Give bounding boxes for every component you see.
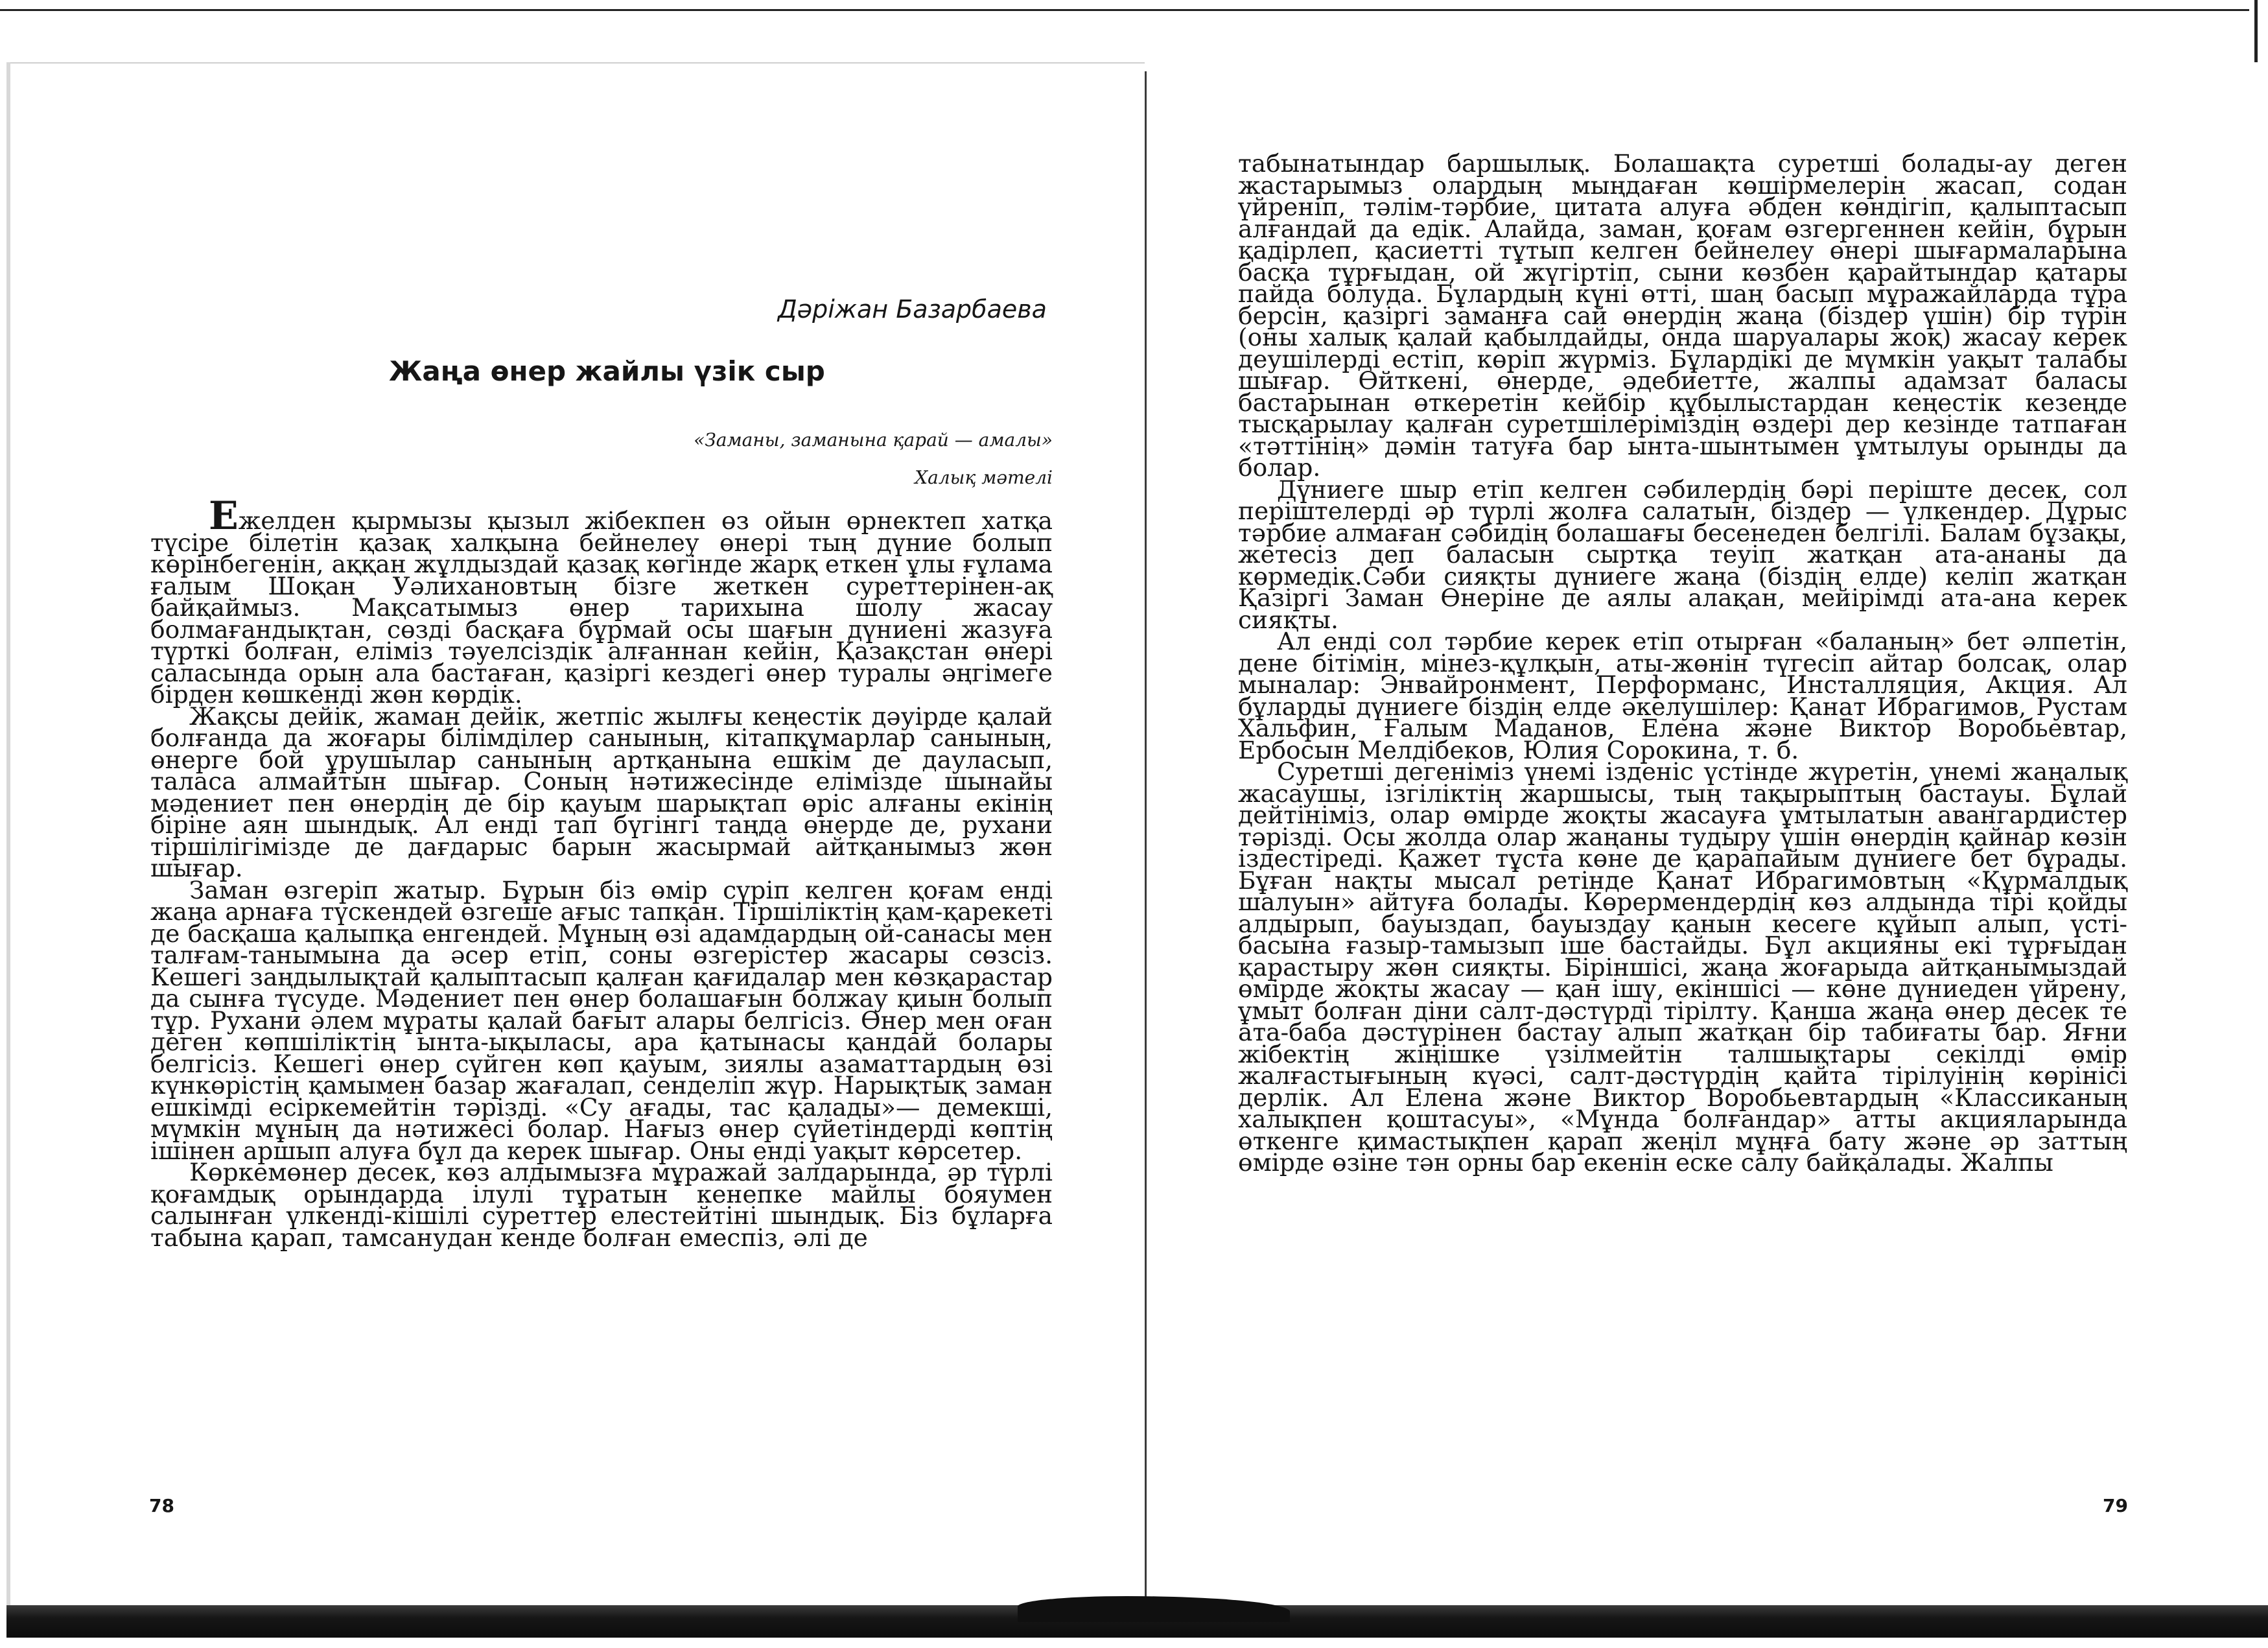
left-page-text xyxy=(150,493,1053,1252)
paragraph: Көркемөнер десек, көз алдымызға мұражай залдарында, әр түрлі қоғамдық орындарда ілулі тұратын кенепке майлы бояумен салынған үлкенді-кішілі суреттер елестейтіні шындық. Біз бұларға табына қарап, тамсанудан кенде болған емеспіз, әлі де xyxy=(150,1158,1053,1252)
paragraph: Жақсы дейік, жаман дейік, жетпіс жылғы кеңестік дәуірде қалай болғанда да жоғары білімділер санының, кітапқұмарлар санының, өнерге бой ұрушылар санының артқанына ешкім де дауласып, таласа алмайтын шығар. Соның нәтижесінде елімізде шынайы мәдениет пен өнердің де бір қауым шарықтап өріс алғаны екінің біріне аян шындық. Ал енді тап бүгінгі таңда өнерде де, рухани тіршілігімізде де дағдарыс барын жасырмай айтқанымыз жөн шығар. xyxy=(150,701,1053,882)
page-number-left: 78 xyxy=(149,1495,174,1516)
scan-right-tick xyxy=(2254,0,2258,62)
epigraph xyxy=(648,421,1053,497)
book-gutter xyxy=(1145,71,1147,1608)
scan-left-edge xyxy=(6,62,10,1612)
scan-bottom-band xyxy=(6,1605,2268,1638)
right-page xyxy=(1238,149,2127,1177)
paragraph: табынатындар баршылық. Болашақта суретші болады-ау деген жастарымыз олардың мыңдаған көшірмелерін жасап, содан үйреніп, тәлім-тәрбие, цитата алуға әбден көндігіп, қалыптасып алғандай да едік. Алайда, заман, қоғам өзгергеннен кейін, бұрын қадірлеп, қасиетті тұтып келген бейнелеу өнері шығармаларына басқа тұрғыдан, ой жүгіртіп, сыни көзбен қарайтындар қатары пайда болуда. Бұлардың күні өтті, шаң басып мұражайларда тұра берсін, қазіргі заманға сай өнердің жаңа (біздер үшін) бір түрін (оны халық қалай қабылдайды, онда шаруалары жоқ) жасау керек деушілерді естіп, көріп жүрміз. Бұлардікі де мүмкін уақыт талабы шығар. Өйткені, өнерде, әдебиетте, жалпы адамзат баласы бастарынан өткеретін кейбір құбылыстардан кеңестік кезеңде тысқарылау қалған суретшілеріміздің өздері дер кезінде татпаған «тәттінің» дәмін татуға бар ынта-шынтымен ұмтылуы орынды да болар. xyxy=(1238,149,2127,482)
left-page xyxy=(150,493,1053,1252)
epigraph-source: Халық мәтелі xyxy=(915,467,1053,488)
page-top-edge xyxy=(10,62,1145,64)
page-number-right: 79 xyxy=(2103,1495,2128,1516)
right-page-text xyxy=(1238,149,2127,1177)
paragraph: Суретші дегеніміз үнемі ізденіс үстінде жүретін, үнемі жаңалық жасаушы, ізгіліктің жаршысы, тың тақырыптың бастауы. Бұлай дейтініміз, олар өмірде жоқты жасауға ұмтылатын авангардистер тәрізді. Осы жолда олар жаңаны тудыру үшін өнердің қайнар көзін іздестіреді. Қажет тұста көне де қарапайым дүниеге бет бұрады. Бұған нақты мысал ретінде Қанат Ибрагимовтың «Құрмалдық шалуын» айтуға болады. Көрермендердің көз алдында тірі қойды алдырып, бауыздап, бауыздау қанын кесеге құйып алып, үсті-басына ғазыр-тамызып іше бастайды. Бұл акцияны екі тұрғыдан қарастыру жөн сияқты. Біріншісі, жаңа жоғарыда айтқанымыздай өмірде жоқты жасау — қан ішу, екіншісі — көне дүниеден үйрену, ұмыт болған діни салт-дәстүрді тірілту. Қанша жаңа өнер десек те ата-баба дәстүрінен бастау алып жатқан бір табиғаты бар. Яғни жібектің жіңішке үзілмейтін талшықтары секілді өмір жалғастығының күәсі, салт-дәстүрдің қайта тірілуінің көрінісі дерлік. Ал Елена және Виктор Воробьевтардың «Классиканың халықпен қоштасуы», «Мұнда болғандар» атты акцияларында өткенге қимастықпен қарап жеңіл мұңға бату және әр заттың өмірде өзіне тән орны бар екенін еске салу байқалады. Жалпы xyxy=(1238,757,2127,1177)
drop-cap: Е xyxy=(209,493,239,539)
scan-top-rule xyxy=(0,9,2249,11)
paragraph: Ал енді сол тәрбие керек етіп отырған «баланың» бет әлпетін, дене бітімін, мінез-құлқын, аты-жөнін түгесіп айтар болсақ, олар мыналар: Энвайронмент, Перформанс, Инсталляция, Акция. Ал бұларды дүниеге біздің елде әкелушілер: Қанат Ибрагимов, Рустам Хальфин, Ғалым Маданов, Елена және Виктор Воробьевтар, Ербосын Мелдібеков, Юлия Сорокина, т. б. xyxy=(1238,627,2127,764)
author-name: Дәріжан Базарбаева xyxy=(778,295,1047,324)
article-title: Жаңа өнер жайлы үзік сыр xyxy=(389,355,825,387)
epigraph-quote: «Заманы, заманына қарай — амалы» xyxy=(694,429,1053,451)
paragraph: Заман өзгеріп жатыр. Бұрын біз өмір сүріп келген қоғам енді жаңа арнаға түскендей өзгеше ағыс тапқан. Тіршіліктің қам-қарекеті де басқаша қалыпқа енгендей. Мұның өзі адамдардың ой-санасы мен талғам-танымына да әсер етіп, соны өзгерістер жасары сөзсіз. Кешегі заңдылықтай қалыптасып қалған қағидалар мен көзқарастар да сынға түсуде. Мәдениет пен өнер болашағын болжау қиын болып тұр. Рухани әлем мұраты қалай бағыт алары белгісіз. Өнер мен оған деген көпшіліктің ынта-ықыласы, ара қатынасы қандай болары белгісіз. Кешегі өнер сүйген көп қауым, зиялы азаматтардың өзі күнкөрістің қамымен базар жағалап, сенделіп жүр. Нарықтық заман ешкімді есіркемейтін тәрізді. «Су ағады, тас қалады»— демекші, мүмкін мұның да нәтижесі болар. Нағыз өнер сүйетіндерді көптің ішінен аршып алуға бұл да керек шығар. Оны енді уақыт көрсетер. xyxy=(150,875,1053,1165)
paragraph: Ежелден қырмызы қызыл жібекпен өз ойын өрнектеп хатқа түсіре білетін қазақ халқына бейнелеу өнері тың дүние болып көрінбегенін, аққан жұлдыздай қазақ көгінде жарқ еткен ұлы ғұлама ғалым Шоқан Уәлихановтың бізге жеткен суреттерінен-ақ байқаймыз. Мақсатымыз өнер тарихына шолу жасау болмағандықтан, сөзді басқаға бұрмай осы шағын дүниені жазуға түрткі болған, еліміз тәуелсіздік алғаннан кейін, Қазақстан өнері саласында орын ала бастаған, қазіргі кездегі өнер туралы әңгімеге бірден көшкенді жөн көрдік. xyxy=(150,493,1053,709)
paragraph: Дүниеге шыр етіп келген сәбилердің бәрі періште десек, сол періштелерді әр түрлі жолға салатын, біздер — үлкендер. Дұрыс тәрбие алмаған сәбидің болашағы бесенеден белгілі. Балам бұзақы, жетесіз деп баласын сыртқа теуіп жатқан ата-ананы да көрмедік.Сәби сияқты дүниеге жаңа (біздің елде) келіп жатқан Қазіргі Заман Өнеріне де аялы алақан, мейірімді ата-ана керек сияқты. xyxy=(1238,475,2127,634)
